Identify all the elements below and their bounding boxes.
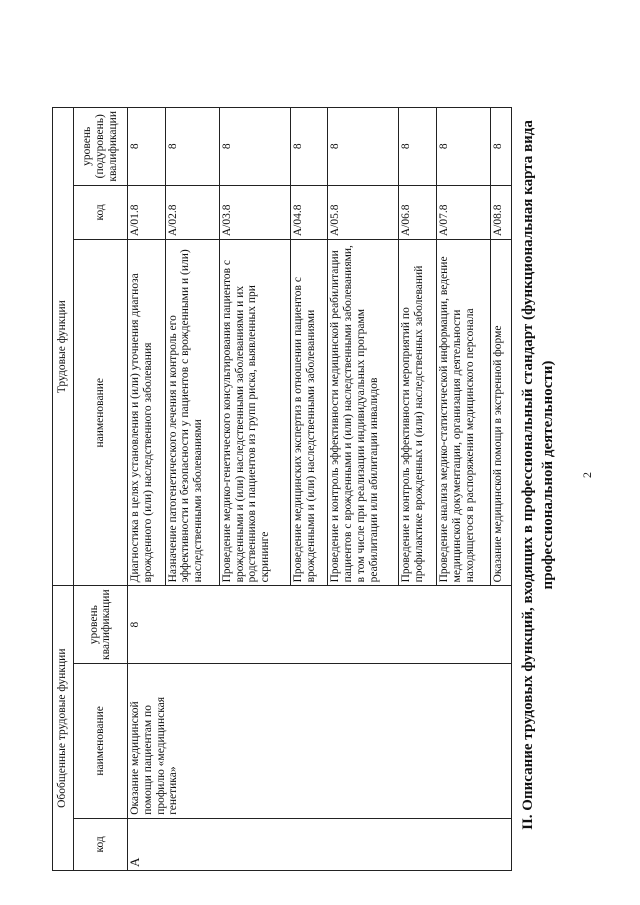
header-function-level: уровень (подуровень) квалификации: [73, 108, 127, 186]
generalized-code: А: [128, 818, 512, 870]
header-function-name: наименование: [73, 240, 127, 586]
function-level: 8: [399, 108, 437, 186]
generalized-level: 8: [128, 586, 512, 664]
function-level: 8: [165, 108, 219, 186]
header-code: код: [73, 818, 127, 870]
function-code: А/04.8: [290, 185, 328, 240]
functional-map-table: [52, 107, 512, 871]
page-number: 2: [580, 472, 594, 478]
function-name: Назначение патогенетического лечения и контроль его эффективности и безопасности у пациентов с врожденными и (или) наследственными заболеваниями: [165, 240, 219, 586]
function-code: А/05.8: [328, 185, 399, 240]
function-level: 8: [491, 108, 512, 186]
header-generalized-functions: Обобщенные трудовые функции: [53, 586, 74, 871]
function-code: А/07.8: [436, 185, 490, 240]
function-level: 8: [436, 108, 490, 186]
function-code: А/03.8: [219, 185, 290, 240]
function-code: А/06.8: [399, 185, 437, 240]
function-name: Проведение медицинских экспертиз в отношении пациентов с врожденными и (или) наследственными заболеваниями: [290, 240, 328, 586]
header-level: уровень квалификации: [73, 586, 127, 664]
function-name: Проведение и контроль эффективности мероприятий по профилактике врожденных и (или) наследственных заболеваний: [399, 240, 437, 586]
function-level: 8: [219, 108, 290, 186]
header-function-code: код: [73, 185, 127, 240]
table-row: [128, 108, 166, 871]
generalized-name: Оказание медицинской помощи пациентам по профилю «медицинская генетика»: [128, 663, 512, 818]
header-row-groups: [53, 108, 74, 871]
rotated-content: [0, 45, 640, 905]
function-code: А/08.8: [491, 185, 512, 240]
function-level: 8: [128, 108, 166, 186]
function-code: А/02.8: [165, 185, 219, 240]
section-title: [518, 45, 558, 905]
header-row-columns: [73, 108, 127, 871]
function-name: Оказание медицинской помощи в экстренной форме: [491, 240, 512, 586]
function-name: Проведение и контроль эффективности медицинской реабилитации пациентов с врожденными и (или) наследственными заболеваниями, в том числе при реализации индивидуальных программ реабилитации или абилитации инвалидов: [328, 240, 399, 586]
function-code: А/01.8: [128, 185, 166, 240]
title-line-2: профессиональной деятельности): [540, 360, 556, 590]
function-name: Проведение анализа медико-статистической информации, ведение медицинской документации, организация деятельности находящегося в распоряжении медицинского персонала: [436, 240, 490, 586]
title-line-1: II. Описание трудовых функций, входящих в профессиональный стандарт (функциональная карта вида: [520, 120, 536, 830]
header-labor-functions: Трудовые функции: [53, 108, 74, 586]
function-level: 8: [290, 108, 328, 186]
header-name: наименование: [73, 663, 127, 818]
function-name: Диагностика в целях установления и (или) уточнения диагноза врожденного (или) наследственного заболевания: [128, 240, 166, 586]
function-name: Проведение медико-генетического консультирования пациентов с врожденными и (или) наследственными заболеваниями и их родственников и пациентов из групп риска, выявленных при скрининге: [219, 240, 290, 586]
function-level: 8: [328, 108, 399, 186]
